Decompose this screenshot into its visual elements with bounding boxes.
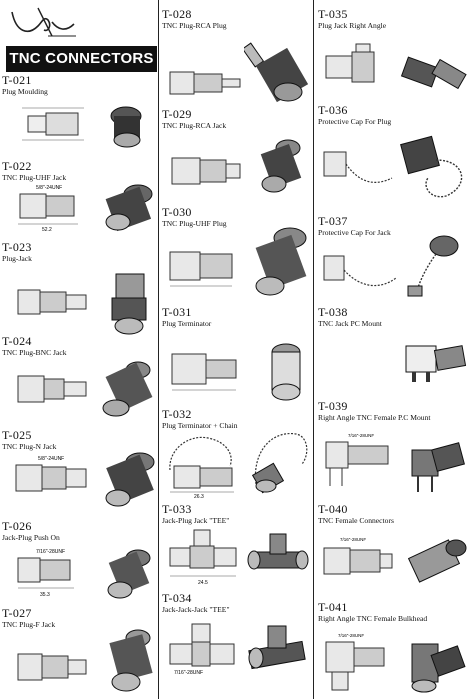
product-t025 (2, 429, 56, 451)
product-photo (404, 426, 466, 496)
product-name: TNC Plug-N Jack (2, 442, 57, 451)
technical-drawing (14, 368, 94, 410)
technical-drawing (166, 62, 248, 102)
product-photo (406, 232, 470, 300)
product-photo (102, 450, 158, 510)
technical-drawing (14, 282, 94, 322)
product-code: T-038 (318, 305, 348, 319)
product-name: Right Angle TNC Female P.C Mount (318, 413, 431, 422)
product-t037 (318, 215, 391, 237)
catalog-title-banner: TNC CONNECTORS (6, 46, 157, 72)
product-photo (246, 530, 310, 586)
product-code: T-033 (162, 502, 192, 516)
product-photo (106, 100, 152, 148)
technical-drawing (14, 644, 94, 690)
dimension-label: 7/16"-28UNF (174, 670, 204, 676)
product-photo (400, 52, 470, 94)
product-code: T-030 (162, 205, 192, 219)
product-photo (102, 182, 156, 234)
technical-drawing (164, 430, 248, 498)
product-t036 (318, 104, 391, 126)
product-photo (400, 332, 470, 386)
product-code: T-032 (162, 407, 192, 421)
product-name: TNC Plug-RCA Jack (162, 121, 227, 130)
product-t024 (2, 335, 67, 357)
product-photo (244, 36, 308, 106)
product-code: T-034 (162, 591, 192, 605)
product-photo (406, 634, 468, 696)
product-t026 (2, 520, 60, 542)
dimension-label: 52.2 (42, 227, 52, 232)
technical-drawing (318, 430, 400, 494)
product-photo (250, 226, 310, 300)
product-name: TNC Plug-UHF Jack (2, 173, 67, 182)
dimension-label: 26.3 (194, 494, 204, 498)
product-t041 (318, 601, 427, 623)
technical-drawing (168, 148, 248, 196)
product-t040 (318, 503, 394, 525)
product-t034 (162, 592, 230, 614)
product-code: T-041 (318, 600, 348, 614)
product-photo (408, 534, 468, 588)
product-name: Protective Cap For Plug (318, 117, 392, 126)
product-name: Plug Terminator + Chain (162, 421, 238, 430)
product-photo (102, 626, 156, 694)
product-t021 (2, 74, 48, 96)
product-name: Jack-Plug Push On (2, 533, 60, 542)
product-t032 (162, 408, 238, 430)
technical-drawing (14, 546, 94, 598)
product-code: T-031 (162, 305, 192, 319)
column-3 (316, 0, 474, 699)
product-name: Jack-Plug Jack "TEE" (162, 516, 230, 525)
product-photo (100, 358, 156, 420)
product-name: TNC Plug-F Jack (2, 620, 56, 629)
column-2 (162, 0, 312, 699)
product-t030 (162, 206, 227, 228)
product-code: T-036 (318, 103, 348, 117)
technical-drawing (320, 250, 402, 298)
technical-drawing (320, 144, 400, 196)
technical-drawing (164, 620, 244, 680)
product-name: TNC Plug-BNC Jack (2, 348, 67, 357)
product-name: TNC Plug-UHF Plug (162, 219, 227, 228)
product-t022 (2, 160, 66, 182)
product-code: T-021 (2, 73, 32, 87)
product-t029 (162, 108, 226, 130)
product-photo (246, 622, 310, 684)
product-code: T-040 (318, 502, 348, 516)
product-code: T-027 (2, 606, 32, 620)
technical-drawing (164, 528, 244, 586)
product-t033 (162, 503, 229, 525)
dimension-label: 24.5 (198, 580, 208, 586)
product-code: T-023 (2, 240, 32, 254)
technical-drawing (18, 104, 88, 144)
column-1 (2, 0, 157, 699)
product-photo (250, 424, 310, 496)
product-t027 (2, 607, 55, 629)
product-t038 (318, 306, 382, 328)
product-code: T-024 (2, 334, 32, 348)
dimension-label: 7/16"-28UNF (338, 633, 365, 638)
product-photo (260, 340, 308, 404)
product-t039 (318, 400, 431, 422)
product-code: T-037 (318, 214, 348, 228)
product-code: T-035 (318, 7, 348, 21)
wave-logo-icon (8, 2, 78, 38)
product-photo (256, 138, 308, 194)
product-name: TNC Plug-RCA Plug (162, 21, 227, 30)
product-code: T-022 (2, 159, 32, 173)
technical-drawing (318, 534, 400, 590)
dimension-label: 7/16"-28UNF (348, 433, 375, 438)
product-code: T-026 (2, 519, 32, 533)
product-photo (104, 546, 156, 602)
product-name: Plug-Jack (2, 254, 32, 263)
product-name: Protective Cap For Jack (318, 228, 391, 237)
dimension-label: 5/8"-24UNF (38, 456, 65, 462)
product-name: TNC Jack PC Mount (318, 319, 382, 328)
product-t023 (2, 241, 32, 263)
product-name: TNC Female Connectors (318, 516, 394, 525)
column-divider (313, 0, 314, 699)
dimension-label: 7/16"-28UNF (36, 549, 66, 555)
product-code: T-028 (162, 7, 192, 21)
product-code: T-029 (162, 107, 192, 121)
technical-drawing (12, 453, 94, 499)
product-photo (102, 270, 156, 338)
technical-drawing (168, 346, 248, 396)
product-photo (396, 130, 472, 202)
technical-drawing (318, 630, 402, 696)
product-name: Plug Moulding (2, 87, 48, 96)
product-name: Right Angle TNC Female Bulkhead (318, 614, 428, 623)
product-name: Plug Terminator (162, 319, 212, 328)
technical-drawing (14, 182, 90, 232)
dimension-label: 7/16"-28UNF (340, 537, 367, 542)
dimension-label: 35.3 (40, 592, 50, 598)
technical-drawing (322, 42, 386, 92)
column-divider (158, 0, 159, 699)
product-name: Jack-Jack-Jack "TEE" (162, 605, 230, 614)
product-t028 (162, 8, 227, 30)
product-t035 (318, 8, 386, 30)
product-code: T-039 (318, 399, 348, 413)
product-code: T-025 (2, 428, 32, 442)
product-name: Plug Jack Right Angle (318, 21, 387, 30)
technical-drawing (166, 244, 250, 290)
product-t031 (162, 306, 211, 328)
dimension-label: 5/8"-24UNF (36, 185, 63, 191)
